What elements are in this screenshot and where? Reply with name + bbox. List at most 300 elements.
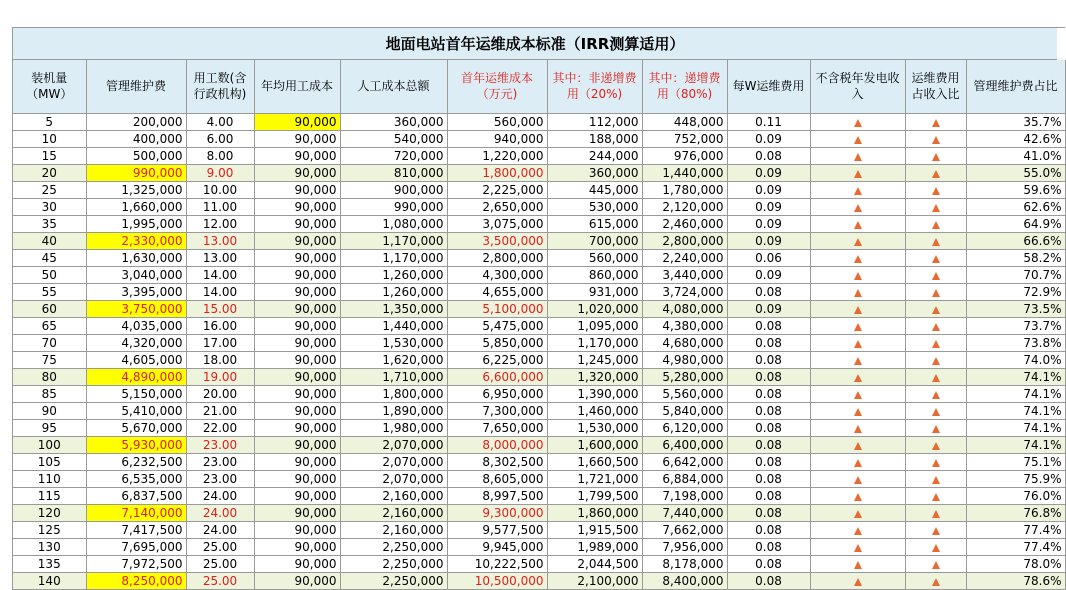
table-cell-perW[interactable]: 0.06: [727, 249, 810, 266]
table-cell-ratio[interactable]: [905, 113, 966, 130]
table-cell-income[interactable]: [810, 300, 905, 317]
table-cell-avg[interactable]: 90,000: [254, 232, 340, 249]
table-cell-nonInc[interactable]: 112,000: [547, 113, 642, 130]
header-cell[interactable]: 用工数(含行政机构): [186, 60, 254, 113]
table-cell-nonInc[interactable]: 188,000: [547, 130, 642, 147]
table-cell-income[interactable]: [810, 334, 905, 351]
table-cell-perW[interactable]: 0.08: [727, 402, 810, 419]
table-cell-labor[interactable]: 720,000: [340, 147, 447, 164]
table-cell-avg[interactable]: 90,000: [254, 402, 340, 419]
table-cell-staff[interactable]: 25.00: [186, 572, 254, 589]
table-cell-ratio[interactable]: [905, 317, 966, 334]
table-cell-staff[interactable]: 13.00: [186, 249, 254, 266]
table-cell-mw[interactable]: 40: [13, 232, 86, 249]
header-cell[interactable]: 不含税年发电收入: [810, 60, 905, 113]
table-cell-mw[interactable]: 125: [13, 521, 86, 538]
table-cell-share[interactable]: 58.2%: [966, 249, 1065, 266]
table-cell-mw[interactable]: 30: [13, 198, 86, 215]
table-row[interactable]: [13, 487, 1065, 504]
header-cell[interactable]: 其中：递增费用（80%): [642, 60, 727, 113]
table-cell-ratio[interactable]: [905, 351, 966, 368]
table-cell-income[interactable]: [810, 470, 905, 487]
table-cell-labor[interactable]: 1,620,000: [340, 351, 447, 368]
table-cell-staff[interactable]: 23.00: [186, 436, 254, 453]
table-cell-staff[interactable]: 14.00: [186, 266, 254, 283]
table-cell-avg[interactable]: 90,000: [254, 555, 340, 572]
header-cell[interactable]: 装机量（MW）: [13, 60, 86, 113]
table-cell-perW[interactable]: 0.08: [727, 283, 810, 300]
table-cell-perW[interactable]: 0.11: [727, 113, 810, 130]
table-row[interactable]: [13, 385, 1065, 402]
table-row[interactable]: [13, 521, 1065, 538]
table-cell-mw[interactable]: 65: [13, 317, 86, 334]
table-cell-ratio[interactable]: [905, 470, 966, 487]
table-row[interactable]: [13, 113, 1065, 130]
table-cell-nonInc[interactable]: 1,020,000: [547, 300, 642, 317]
table-cell-share[interactable]: 55.0%: [966, 164, 1065, 181]
table-cell-labor[interactable]: 810,000: [340, 164, 447, 181]
table-cell-staff[interactable]: 18.00: [186, 351, 254, 368]
table-cell-staff[interactable]: 4.00: [186, 113, 254, 130]
table-cell-inc[interactable]: 4,380,000: [642, 317, 727, 334]
table-cell-income[interactable]: [810, 181, 905, 198]
table-cell-avg[interactable]: 90,000: [254, 181, 340, 198]
table-cell-share[interactable]: 73.7%: [966, 317, 1065, 334]
table-cell-avg[interactable]: 90,000: [254, 487, 340, 504]
table-cell-inc[interactable]: 976,000: [642, 147, 727, 164]
table-cell-first[interactable]: 4,655,000: [447, 283, 547, 300]
table-cell-ratio[interactable]: [905, 198, 966, 215]
table-cell-inc[interactable]: 7,956,000: [642, 538, 727, 555]
table-cell-mw[interactable]: 45: [13, 249, 86, 266]
table-cell-mgmt[interactable]: 1,325,000: [86, 181, 186, 198]
table-cell-first[interactable]: 8,605,000: [447, 470, 547, 487]
table-cell-perW[interactable]: 0.08: [727, 368, 810, 385]
table-cell-labor[interactable]: 1,980,000: [340, 419, 447, 436]
table-cell-mgmt[interactable]: 1,995,000: [86, 215, 186, 232]
table-cell-mgmt[interactable]: 4,605,000: [86, 351, 186, 368]
table-cell-mgmt[interactable]: 3,750,000: [86, 300, 186, 317]
table-cell-nonInc[interactable]: 700,000: [547, 232, 642, 249]
table-cell-mgmt[interactable]: 7,417,500: [86, 521, 186, 538]
table-row[interactable]: [13, 215, 1065, 232]
table-cell-perW[interactable]: 0.08: [727, 334, 810, 351]
table-cell-nonInc[interactable]: 1,530,000: [547, 419, 642, 436]
table-cell-perW[interactable]: 0.08: [727, 487, 810, 504]
table-cell-mw[interactable]: 90: [13, 402, 86, 419]
table-cell-mw[interactable]: 60: [13, 300, 86, 317]
table-cell-staff[interactable]: 14.00: [186, 283, 254, 300]
table-cell-inc[interactable]: 4,980,000: [642, 351, 727, 368]
table-cell-mgmt[interactable]: 5,930,000: [86, 436, 186, 453]
table-cell-labor[interactable]: 1,170,000: [340, 249, 447, 266]
table-cell-ratio[interactable]: [905, 249, 966, 266]
table-cell-ratio[interactable]: [905, 215, 966, 232]
table-cell-inc[interactable]: 2,460,000: [642, 215, 727, 232]
table-cell-ratio[interactable]: [905, 181, 966, 198]
table-cell-share[interactable]: 76.0%: [966, 487, 1065, 504]
table-cell-staff[interactable]: 6.00: [186, 130, 254, 147]
table-cell-ratio[interactable]: [905, 334, 966, 351]
table-cell-first[interactable]: 3,500,000: [447, 232, 547, 249]
table-cell-first[interactable]: 2,225,000: [447, 181, 547, 198]
table-cell-labor[interactable]: 2,250,000: [340, 572, 447, 589]
table-row[interactable]: [13, 317, 1065, 334]
table-cell-first[interactable]: 2,800,000: [447, 249, 547, 266]
table-row[interactable]: [13, 555, 1065, 572]
table-cell-labor[interactable]: 1,710,000: [340, 368, 447, 385]
table-cell-first[interactable]: 9,300,000: [447, 504, 547, 521]
table-cell-avg[interactable]: 90,000: [254, 385, 340, 402]
table-cell-first[interactable]: 5,850,000: [447, 334, 547, 351]
table-cell-first[interactable]: 6,225,000: [447, 351, 547, 368]
table-cell-staff[interactable]: 19.00: [186, 368, 254, 385]
table-cell-perW[interactable]: 0.08: [727, 419, 810, 436]
table-cell-avg[interactable]: 90,000: [254, 113, 340, 130]
table-cell-inc[interactable]: 8,178,000: [642, 555, 727, 572]
table-cell-staff[interactable]: 16.00: [186, 317, 254, 334]
table-row[interactable]: [13, 198, 1065, 215]
table-cell-avg[interactable]: 90,000: [254, 130, 340, 147]
table-cell-labor[interactable]: 2,160,000: [340, 487, 447, 504]
table-row[interactable]: [13, 538, 1065, 555]
table-cell-labor[interactable]: 990,000: [340, 198, 447, 215]
table-cell-perW[interactable]: 0.08: [727, 504, 810, 521]
table-cell-staff[interactable]: 22.00: [186, 419, 254, 436]
table-cell-ratio[interactable]: [905, 453, 966, 470]
table-cell-mw[interactable]: 115: [13, 487, 86, 504]
table-cell-avg[interactable]: 90,000: [254, 300, 340, 317]
table-cell-mgmt[interactable]: 1,660,000: [86, 198, 186, 215]
table-cell-share[interactable]: 64.9%: [966, 215, 1065, 232]
table-cell-income[interactable]: [810, 215, 905, 232]
table-cell-ratio[interactable]: [905, 232, 966, 249]
table-cell-labor[interactable]: 1,260,000: [340, 266, 447, 283]
table-cell-share[interactable]: 77.4%: [966, 521, 1065, 538]
table-row[interactable]: [13, 402, 1065, 419]
table-cell-mw[interactable]: 100: [13, 436, 86, 453]
table-cell-labor[interactable]: 2,160,000: [340, 504, 447, 521]
table-cell-inc[interactable]: 7,198,000: [642, 487, 727, 504]
table-cell-mw[interactable]: 130: [13, 538, 86, 555]
header-cell[interactable]: 首年运维成本（万元): [447, 60, 547, 113]
table-cell-avg[interactable]: 90,000: [254, 572, 340, 589]
table-cell-income[interactable]: [810, 113, 905, 130]
table-cell-first[interactable]: 7,300,000: [447, 402, 547, 419]
table-cell-first[interactable]: 560,000: [447, 113, 547, 130]
table-cell-avg[interactable]: 90,000: [254, 504, 340, 521]
table-row[interactable]: [13, 572, 1065, 589]
table-cell-ratio[interactable]: [905, 130, 966, 147]
table-cell-labor[interactable]: 1,800,000: [340, 385, 447, 402]
table-cell-labor[interactable]: 1,260,000: [340, 283, 447, 300]
table-cell-mw[interactable]: 20: [13, 164, 86, 181]
table-cell-inc[interactable]: 2,800,000: [642, 232, 727, 249]
table-cell-perW[interactable]: 0.08: [727, 555, 810, 572]
table-cell-labor[interactable]: 540,000: [340, 130, 447, 147]
table-row[interactable]: [13, 164, 1065, 181]
table-row[interactable]: [13, 419, 1065, 436]
table-cell-mgmt[interactable]: 7,972,500: [86, 555, 186, 572]
table-cell-inc[interactable]: 2,240,000: [642, 249, 727, 266]
table-cell-staff[interactable]: 23.00: [186, 453, 254, 470]
table-cell-nonInc[interactable]: 1,460,000: [547, 402, 642, 419]
table-cell-labor[interactable]: 1,890,000: [340, 402, 447, 419]
table-cell-inc[interactable]: 6,400,000: [642, 436, 727, 453]
table-cell-avg[interactable]: 90,000: [254, 147, 340, 164]
table-cell-mgmt[interactable]: 2,330,000: [86, 232, 186, 249]
table-cell-staff[interactable]: 12.00: [186, 215, 254, 232]
table-row[interactable]: [13, 334, 1065, 351]
table-cell-inc[interactable]: 2,120,000: [642, 198, 727, 215]
table-cell-mw[interactable]: 95: [13, 419, 86, 436]
table-cell-nonInc[interactable]: 1,660,500: [547, 453, 642, 470]
table-cell-first[interactable]: 10,500,000: [447, 572, 547, 589]
table-cell-first[interactable]: 940,000: [447, 130, 547, 147]
table-cell-labor[interactable]: 2,160,000: [340, 521, 447, 538]
table-cell-share[interactable]: 75.9%: [966, 470, 1065, 487]
header-cell[interactable]: 管理维护费: [86, 60, 186, 113]
header-cell[interactable]: 管理维护费占比: [966, 60, 1065, 113]
table-cell-inc[interactable]: 5,280,000: [642, 368, 727, 385]
table-cell-first[interactable]: 7,650,000: [447, 419, 547, 436]
table-cell-inc[interactable]: 7,662,000: [642, 521, 727, 538]
table-cell-labor[interactable]: 2,070,000: [340, 453, 447, 470]
table-cell-inc[interactable]: 752,000: [642, 130, 727, 147]
table-cell-mgmt[interactable]: 8,250,000: [86, 572, 186, 589]
table-cell-perW[interactable]: 0.08: [727, 351, 810, 368]
table-cell-nonInc[interactable]: 445,000: [547, 181, 642, 198]
table-cell-income[interactable]: [810, 266, 905, 283]
table-row[interactable]: [13, 266, 1065, 283]
table-cell-ratio[interactable]: [905, 572, 966, 589]
table-cell-mw[interactable]: 80: [13, 368, 86, 385]
table-cell-ratio[interactable]: [905, 266, 966, 283]
table-cell-ratio[interactable]: [905, 521, 966, 538]
table-cell-labor[interactable]: 1,530,000: [340, 334, 447, 351]
table-cell-labor[interactable]: 1,350,000: [340, 300, 447, 317]
table-cell-first[interactable]: 8,302,500: [447, 453, 547, 470]
table-cell-avg[interactable]: 90,000: [254, 351, 340, 368]
table-cell-avg[interactable]: 90,000: [254, 436, 340, 453]
table-cell-nonInc[interactable]: 1,320,000: [547, 368, 642, 385]
table-row[interactable]: [13, 283, 1065, 300]
table-cell-share[interactable]: 66.6%: [966, 232, 1065, 249]
header-cell[interactable]: 其中：非递增费用（20%): [547, 60, 642, 113]
table-cell-avg[interactable]: 90,000: [254, 470, 340, 487]
table-cell-first[interactable]: 2,650,000: [447, 198, 547, 215]
table-cell-inc[interactable]: 1,440,000: [642, 164, 727, 181]
table-cell-perW[interactable]: 0.08: [727, 317, 810, 334]
table-cell-first[interactable]: 5,475,000: [447, 317, 547, 334]
table-cell-ratio[interactable]: [905, 300, 966, 317]
table-cell-income[interactable]: [810, 419, 905, 436]
table-cell-avg[interactable]: 90,000: [254, 215, 340, 232]
table-cell-mgmt[interactable]: 5,670,000: [86, 419, 186, 436]
table-cell-perW[interactable]: 0.08: [727, 572, 810, 589]
table-cell-avg[interactable]: 90,000: [254, 453, 340, 470]
table-cell-inc[interactable]: 4,080,000: [642, 300, 727, 317]
table-cell-staff[interactable]: 8.00: [186, 147, 254, 164]
table-row[interactable]: [13, 181, 1065, 198]
table-row[interactable]: [13, 300, 1065, 317]
table-cell-first[interactable]: 8,997,500: [447, 487, 547, 504]
table-cell-share[interactable]: 73.8%: [966, 334, 1065, 351]
table-row[interactable]: [13, 232, 1065, 249]
header-cell[interactable]: 人工成本总额: [340, 60, 447, 113]
table-cell-income[interactable]: [810, 453, 905, 470]
table-cell-mgmt[interactable]: 3,040,000: [86, 266, 186, 283]
table-cell-inc[interactable]: 6,884,000: [642, 470, 727, 487]
table-cell-share[interactable]: 74.0%: [966, 351, 1065, 368]
table-cell-inc[interactable]: 448,000: [642, 113, 727, 130]
table-cell-avg[interactable]: 90,000: [254, 164, 340, 181]
table-cell-staff[interactable]: 9.00: [186, 164, 254, 181]
table-cell-nonInc[interactable]: 931,000: [547, 283, 642, 300]
table-cell-perW[interactable]: 0.09: [727, 266, 810, 283]
table-cell-perW[interactable]: 0.09: [727, 181, 810, 198]
table-cell-mgmt[interactable]: 6,232,500: [86, 453, 186, 470]
table-cell-ratio[interactable]: [905, 385, 966, 402]
table-cell-share[interactable]: 74.1%: [966, 368, 1065, 385]
table-cell-mgmt[interactable]: 7,140,000: [86, 504, 186, 521]
table-cell-mw[interactable]: 50: [13, 266, 86, 283]
table-cell-share[interactable]: 73.5%: [966, 300, 1065, 317]
table-cell-nonInc[interactable]: 1,915,500: [547, 521, 642, 538]
table-cell-income[interactable]: [810, 504, 905, 521]
table-cell-nonInc[interactable]: 1,245,000: [547, 351, 642, 368]
table-cell-first[interactable]: 1,220,000: [447, 147, 547, 164]
table-cell-mw[interactable]: 5: [13, 113, 86, 130]
table-cell-mgmt[interactable]: 200,000: [86, 113, 186, 130]
table-cell-perW[interactable]: 0.09: [727, 232, 810, 249]
table-cell-avg[interactable]: 90,000: [254, 249, 340, 266]
table-cell-income[interactable]: [810, 385, 905, 402]
table-cell-first[interactable]: 6,950,000: [447, 385, 547, 402]
table-cell-ratio[interactable]: [905, 555, 966, 572]
table-cell-income[interactable]: [810, 130, 905, 147]
table-cell-mw[interactable]: 15: [13, 147, 86, 164]
table-cell-first[interactable]: 9,577,500: [447, 521, 547, 538]
table-cell-share[interactable]: 72.9%: [966, 283, 1065, 300]
table-cell-nonInc[interactable]: 1,095,000: [547, 317, 642, 334]
table-cell-share[interactable]: 74.1%: [966, 385, 1065, 402]
table-cell-income[interactable]: [810, 368, 905, 385]
table-cell-ratio[interactable]: [905, 487, 966, 504]
table-cell-income[interactable]: [810, 249, 905, 266]
table-row[interactable]: [13, 351, 1065, 368]
table-cell-first[interactable]: 4,300,000: [447, 266, 547, 283]
table-cell-mw[interactable]: 35: [13, 215, 86, 232]
table-cell-ratio[interactable]: [905, 538, 966, 555]
table-cell-avg[interactable]: 90,000: [254, 334, 340, 351]
table-cell-avg[interactable]: 90,000: [254, 317, 340, 334]
table-cell-income[interactable]: [810, 572, 905, 589]
table-cell-mgmt[interactable]: 1,630,000: [86, 249, 186, 266]
table-cell-labor[interactable]: 1,170,000: [340, 232, 447, 249]
header-cell[interactable]: 运维费用占收入比: [905, 60, 966, 113]
table-cell-staff[interactable]: 13.00: [186, 232, 254, 249]
table-cell-first[interactable]: 10,222,500: [447, 555, 547, 572]
table-cell-perW[interactable]: 0.08: [727, 470, 810, 487]
table-cell-inc[interactable]: 3,724,000: [642, 283, 727, 300]
table-cell-share[interactable]: 75.1%: [966, 453, 1065, 470]
table-row[interactable]: [13, 147, 1065, 164]
table-cell-ratio[interactable]: [905, 283, 966, 300]
table-cell-ratio[interactable]: [905, 504, 966, 521]
table-cell-income[interactable]: [810, 283, 905, 300]
table-cell-perW[interactable]: 0.08: [727, 436, 810, 453]
table-cell-inc[interactable]: 8,400,000: [642, 572, 727, 589]
table-cell-income[interactable]: [810, 402, 905, 419]
table-cell-staff[interactable]: 15.00: [186, 300, 254, 317]
table-cell-share[interactable]: 78.6%: [966, 572, 1065, 589]
table-cell-income[interactable]: [810, 198, 905, 215]
table-cell-avg[interactable]: 90,000: [254, 521, 340, 538]
table-cell-mw[interactable]: 10: [13, 130, 86, 147]
table-cell-mw[interactable]: 70: [13, 334, 86, 351]
table-cell-mgmt[interactable]: 6,837,500: [86, 487, 186, 504]
table-cell-share[interactable]: 35.7%: [966, 113, 1065, 130]
table-cell-first[interactable]: 9,945,000: [447, 538, 547, 555]
table-cell-labor[interactable]: 360,000: [340, 113, 447, 130]
table-cell-share[interactable]: 59.6%: [966, 181, 1065, 198]
table-cell-mgmt[interactable]: 6,535,000: [86, 470, 186, 487]
table-cell-avg[interactable]: 90,000: [254, 198, 340, 215]
table-cell-staff[interactable]: 23.00: [186, 470, 254, 487]
table-cell-nonInc[interactable]: 560,000: [547, 249, 642, 266]
header-cell[interactable]: 每W运维费用: [727, 60, 810, 113]
table-cell-mgmt[interactable]: 7,695,000: [86, 538, 186, 555]
table-cell-income[interactable]: [810, 521, 905, 538]
table-cell-mw[interactable]: 105: [13, 453, 86, 470]
table-cell-nonInc[interactable]: 244,000: [547, 147, 642, 164]
table-cell-mgmt[interactable]: 5,410,000: [86, 402, 186, 419]
table-cell-mw[interactable]: 55: [13, 283, 86, 300]
table-cell-perW[interactable]: 0.08: [727, 147, 810, 164]
header-cell[interactable]: 年均用工成本: [254, 60, 340, 113]
table-cell-perW[interactable]: 0.08: [727, 385, 810, 402]
table-cell-inc[interactable]: 4,680,000: [642, 334, 727, 351]
table-cell-mgmt[interactable]: 400,000: [86, 130, 186, 147]
table-cell-perW[interactable]: 0.08: [727, 453, 810, 470]
table-cell-nonInc[interactable]: 1,390,000: [547, 385, 642, 402]
table-cell-share[interactable]: 77.4%: [966, 538, 1065, 555]
table-cell-labor[interactable]: 2,250,000: [340, 555, 447, 572]
table-cell-avg[interactable]: 90,000: [254, 368, 340, 385]
table-cell-inc[interactable]: 7,440,000: [642, 504, 727, 521]
table-cell-income[interactable]: [810, 538, 905, 555]
table-cell-share[interactable]: 78.0%: [966, 555, 1065, 572]
table-cell-inc[interactable]: 6,120,000: [642, 419, 727, 436]
table-cell-perW[interactable]: 0.09: [727, 198, 810, 215]
table-cell-avg[interactable]: 90,000: [254, 283, 340, 300]
table-cell-ratio[interactable]: [905, 419, 966, 436]
table-cell-nonInc[interactable]: 1,989,000: [547, 538, 642, 555]
table-cell-share[interactable]: 74.1%: [966, 436, 1065, 453]
table-cell-share[interactable]: 70.7%: [966, 266, 1065, 283]
table-cell-staff[interactable]: 25.00: [186, 555, 254, 572]
table-cell-inc[interactable]: 5,840,000: [642, 402, 727, 419]
table-cell-mw[interactable]: 120: [13, 504, 86, 521]
table-cell-staff[interactable]: 17.00: [186, 334, 254, 351]
table-cell-nonInc[interactable]: 2,044,500: [547, 555, 642, 572]
table-cell-nonInc[interactable]: 615,000: [547, 215, 642, 232]
table-row[interactable]: [13, 368, 1065, 385]
table-cell-income[interactable]: [810, 351, 905, 368]
table-cell-first[interactable]: 8,000,000: [447, 436, 547, 453]
table-cell-nonInc[interactable]: 1,170,000: [547, 334, 642, 351]
